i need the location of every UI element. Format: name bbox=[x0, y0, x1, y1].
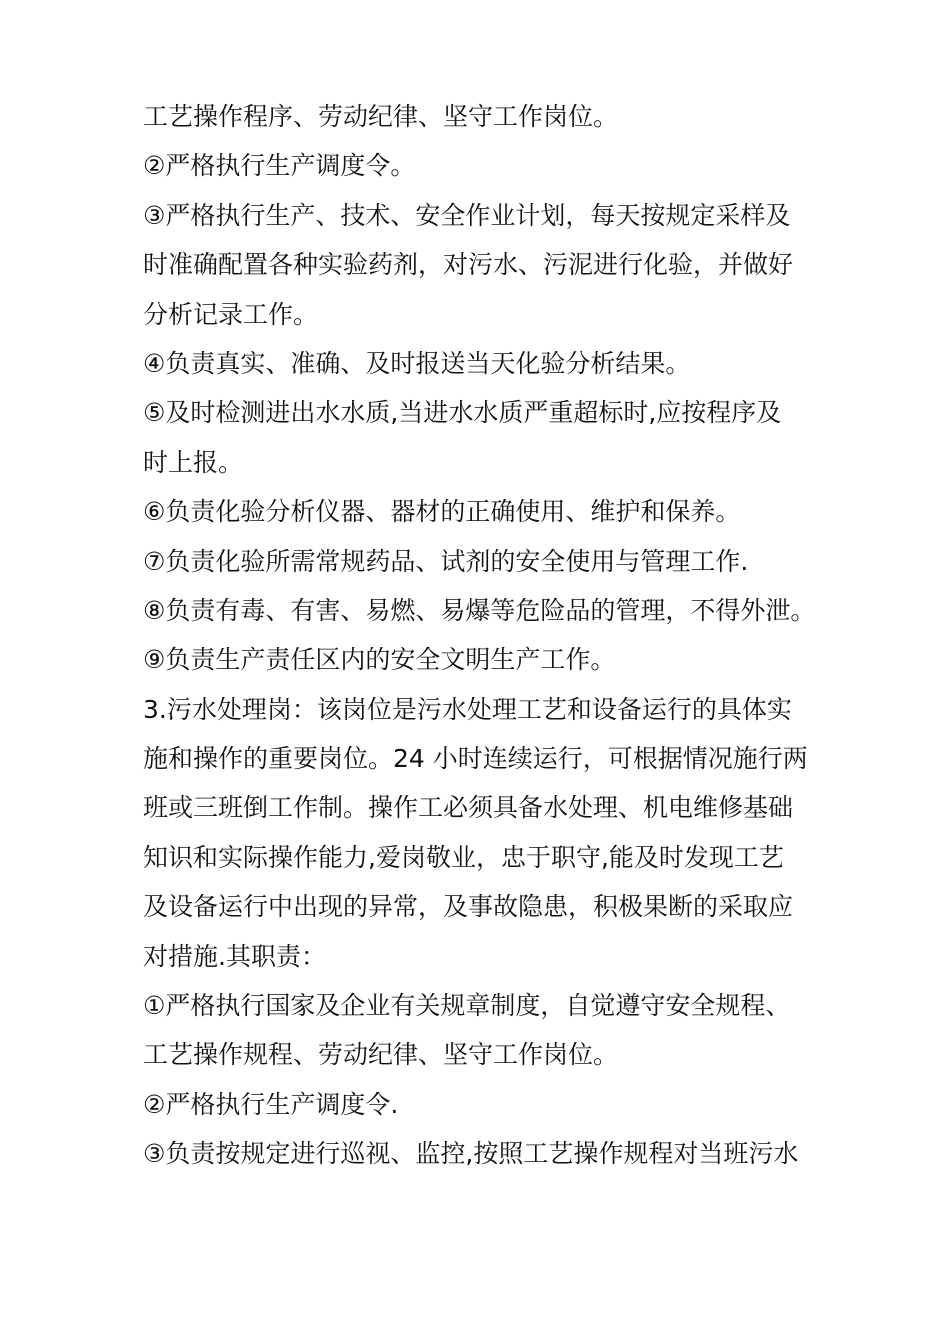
text-line: 及设备运行中出现的异常，及事故隐患，积极果断的采取应 bbox=[143, 892, 794, 922]
text-line: 施和操作的重要岗位。24 小时连续运行，可根据情况施行两 bbox=[143, 744, 808, 774]
text-line: 分析记录工作。 bbox=[143, 299, 319, 329]
text-line: 工艺操作程序、劳动纪律、坚守工作岗位。 bbox=[143, 102, 619, 131]
body-text bbox=[143, 92, 823, 1179]
text-line: ⑤及时检测进出水水质,当进水水质严重超标时,应按程序及 bbox=[143, 398, 782, 428]
text-line: 时上报。 bbox=[143, 447, 244, 477]
text-line: ⑨负责生产责任区内的安全文明生产工作。 bbox=[143, 645, 616, 675]
text-line: 班或三班倒工作制。操作工必须具备水处理、机电维修基础 bbox=[143, 793, 794, 823]
text-line: ⑦负责化验所需常规药品、试剂的安全使用与管理工作. bbox=[143, 546, 749, 576]
text-line: ⑥负责化验分析仪器、器材的正确使用、维护和保养。 bbox=[143, 497, 741, 527]
text-line: ③严格执行生产、技术、安全作业计划，每天按规定采样及 bbox=[143, 200, 791, 230]
text-line: ②严格执行生产调度令. bbox=[143, 1089, 399, 1119]
text-line: ⑧负责有毒、有害、易燃、易爆等危险品的管理，不得外泄。 bbox=[143, 595, 816, 625]
section-heading-line: 3.污水处理岗：该岗位是污水处理工艺和设备运行的具体实 bbox=[143, 694, 792, 724]
text-line: 工艺操作规程、劳动纪律、坚守工作岗位。 bbox=[143, 1040, 619, 1070]
text-line: ②严格执行生产调度令。 bbox=[143, 151, 416, 181]
text-line: ①严格执行国家及企业有关规章制度，自觉遵守安全规程、 bbox=[143, 991, 791, 1021]
text-line: 知识和实际操作能力,爱岗敬业，忠于职守,能及时发现工艺 bbox=[143, 842, 784, 872]
text-line: 时准确配置各种实验药剂，对污水、污泥进行化验，并做好 bbox=[143, 250, 794, 280]
text-line: ④负责真实、准确、及时报送当天化验分析结果。 bbox=[143, 348, 691, 378]
text-line: ③负责按规定进行巡视、监控,按照工艺操作规程对当班污水 bbox=[143, 1139, 799, 1169]
text-line: 对措施.其职责： bbox=[143, 941, 326, 971]
